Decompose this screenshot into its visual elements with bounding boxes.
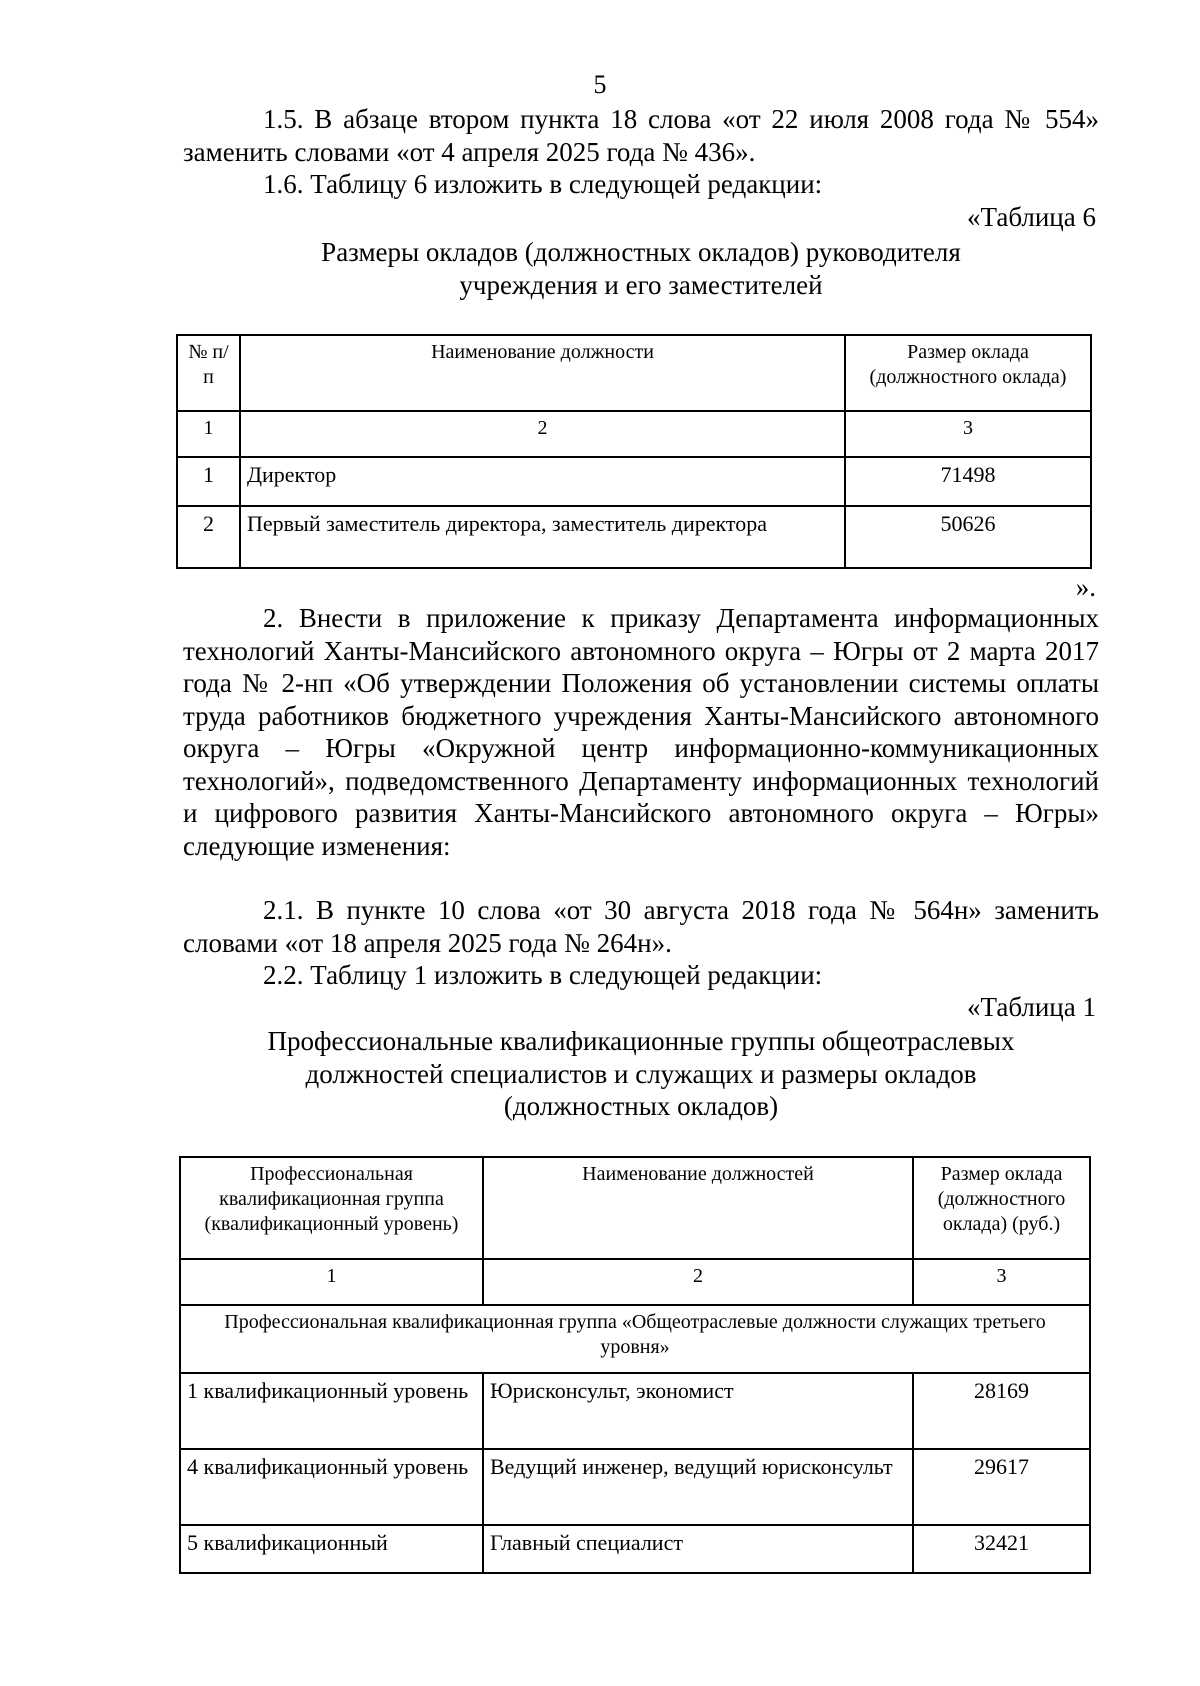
position-name: Первый заместитель директора, заместитель директора xyxy=(240,506,845,568)
table6-numbering-row xyxy=(177,411,1091,457)
table-row xyxy=(177,506,1091,568)
paragraph-2: 2. Внести в приложение к приказу Департамента информационных технологий Ханты-Мансийского автономного округа – Югры от 2 марта 2017 года № 2-нп «Об утверждении Положения об установлении системы оплаты труда работников бюджетного учреждения Ханты-Мансийского автономного округа – Югры «Окружной центр информационно-коммуникационных технологий», подведомственного Департаменту информационных технологий и цифрового развития Ханты-Мансийского автономного округа – Югры» следующие изменения: xyxy=(183,603,1099,861)
table6-header-salary: Размер оклада (должностного оклада) xyxy=(845,335,1091,411)
salary-value: 50626 xyxy=(845,506,1091,568)
salary-value: 29617 xyxy=(913,1449,1090,1525)
table1-header-row xyxy=(180,1157,1090,1259)
paragraph-1-5: 1.5. В абзаце втором пункта 18 слова «от 22 июля 2008 года № 554» заменить словами «от 4 апреля 2025 года № 436». xyxy=(183,104,1099,167)
table6-col-num-3: 3 xyxy=(845,411,1091,457)
table1-title-line3: (должностных окладов) xyxy=(503,1091,779,1121)
table6 xyxy=(176,334,1092,569)
table1-col-num-1: 1 xyxy=(180,1259,483,1305)
table6-title-line2: учреждения и его заместителей xyxy=(459,269,823,300)
table1-group-row xyxy=(180,1305,1090,1373)
table-row xyxy=(180,1449,1090,1525)
table6-col-num-2: 2 xyxy=(240,411,845,457)
position-name: Юрисконсульт, экономист xyxy=(483,1373,913,1449)
qualification-level: 1 квалификационный уровень xyxy=(180,1373,483,1449)
table1-title xyxy=(183,1025,1099,1123)
qualification-level: 5 квалификационный xyxy=(180,1525,483,1573)
table1-header-name: Наименование должностей xyxy=(483,1157,913,1259)
row-number: 1 xyxy=(177,457,240,506)
table-row xyxy=(177,457,1091,506)
table1-numbering-row xyxy=(180,1259,1090,1305)
table1-col-num-3: 3 xyxy=(913,1259,1090,1305)
table1-header-group: Профессиональная квалификационная группа (квалификационный уровень) xyxy=(180,1157,483,1259)
table6-col-num-1: 1 xyxy=(177,411,240,457)
page-number: 5 xyxy=(593,70,607,99)
qualification-group-title: Профессиональная квалификационная группа «Общеотраслевые должности служащих третьего уровня» xyxy=(180,1305,1090,1373)
table-row xyxy=(180,1525,1090,1573)
table6-closing-quote: ». xyxy=(1075,572,1096,602)
qualification-level: 4 квалификационный уровень xyxy=(180,1449,483,1525)
position-name: Ведущий инженер, ведущий юрисконсульт xyxy=(483,1449,913,1525)
table6-title-line1: Размеры окладов (должностных окладов) руководителя xyxy=(321,237,961,267)
table1-col-num-2: 2 xyxy=(483,1259,913,1305)
salary-value: 71498 xyxy=(845,457,1091,506)
paragraph-1-6: 1.6. Таблицу 6 изложить в следующей редакции: xyxy=(263,169,823,199)
table1 xyxy=(179,1156,1091,1574)
table1-header-salary: Размер оклада (должностного оклада) (руб.) xyxy=(913,1157,1090,1259)
table1-title-line2: должностей специалистов и служащих и размеры окладов xyxy=(305,1058,977,1089)
table6-title xyxy=(183,236,1099,301)
salary-value: 28169 xyxy=(913,1373,1090,1449)
table6-header-num: № п/п xyxy=(177,335,240,411)
table6-header-name: Наименование должности xyxy=(240,335,845,411)
position-name: Директор xyxy=(240,457,845,506)
table6-label: «Таблица 6 xyxy=(967,202,1096,232)
table-row xyxy=(180,1373,1090,1449)
paragraph-2-2: 2.2. Таблицу 1 изложить в следующей редакции: xyxy=(263,960,823,990)
position-name: Главный специалист xyxy=(483,1525,913,1573)
table1-label: «Таблица 1 xyxy=(967,992,1096,1022)
row-number: 2 xyxy=(177,506,240,568)
table6-header-row xyxy=(177,335,1091,411)
paragraph-2-1: 2.1. В пункте 10 слова «от 30 августа 2018 года № 564н» заменить словами «от 18 апреля 2025 года № 264н». xyxy=(183,895,1099,958)
salary-value: 32421 xyxy=(913,1525,1090,1573)
table1-title-line1: Профессиональные квалификационные группы общеотраслевых xyxy=(267,1026,1015,1056)
